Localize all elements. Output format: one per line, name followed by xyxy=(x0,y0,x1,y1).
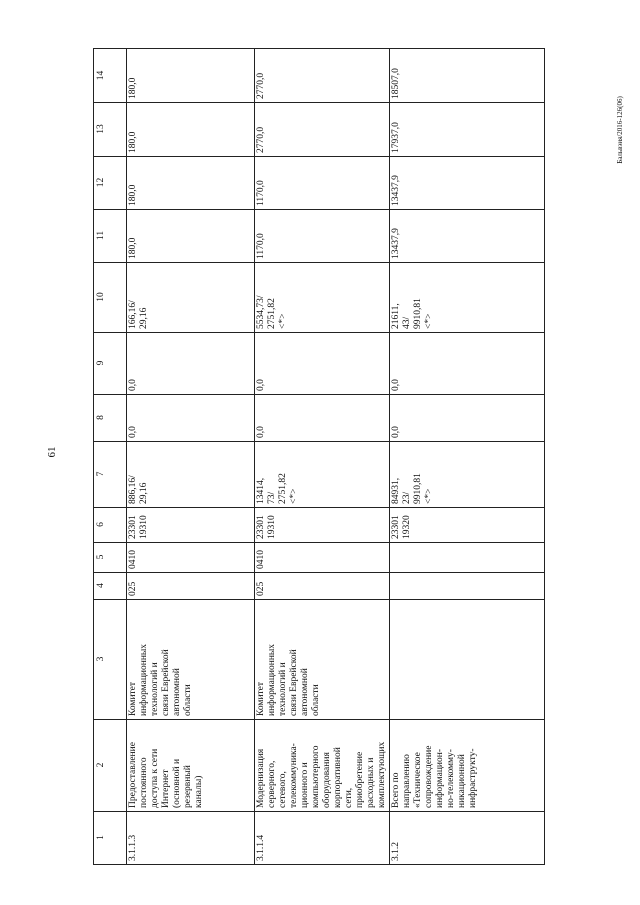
cell-text: информационных xyxy=(267,643,277,716)
row-2-col-14 xyxy=(254,49,389,102)
cell-text: 10 xyxy=(96,292,106,302)
cell-text: сопровождение xyxy=(424,745,434,808)
cell-text: 29,16 xyxy=(139,482,149,504)
cell-text: информационных xyxy=(139,643,149,716)
row-1-col-12 xyxy=(126,156,254,209)
cell-text: оборудования xyxy=(322,752,332,808)
header-cell-4 xyxy=(94,572,126,599)
row-3-col-7 xyxy=(389,441,544,507)
row-1-col-8 xyxy=(126,394,254,441)
row-1-col-14 xyxy=(126,49,254,102)
row-1-col-6 xyxy=(126,507,254,542)
header-cell-7 xyxy=(94,441,126,507)
cell-text: 21611, xyxy=(391,303,401,329)
cell-text: 886,16/ xyxy=(128,475,138,504)
cell-text: <*> xyxy=(424,313,434,329)
cell-text: компьютерного xyxy=(311,745,321,808)
cell-text: 12 xyxy=(96,177,106,188)
cell-text: 166,16/ xyxy=(128,300,138,329)
cell-text: 23/ xyxy=(402,491,412,504)
cell-text: 29,16 xyxy=(139,307,149,329)
cell-text: корпоративной xyxy=(333,747,343,808)
cell-text: 2 xyxy=(96,762,106,768)
cell-text: <*> xyxy=(278,313,288,329)
cell-text: 73/ xyxy=(267,491,277,504)
row-2-col-7 xyxy=(254,441,389,507)
cell-text: каналы) xyxy=(194,775,204,808)
cell-text: 8 xyxy=(96,415,106,420)
cell-text: 14 xyxy=(96,70,106,81)
cell-text: 2751,82 xyxy=(278,473,288,504)
cell-text: 17937,0 xyxy=(391,122,401,153)
cell-text: постоянного xyxy=(139,757,149,808)
header-cell-13 xyxy=(94,102,126,156)
cell-text: резервный xyxy=(183,765,193,808)
cell-text: 9 xyxy=(96,360,106,366)
cell-text: Комитет xyxy=(128,681,138,716)
cell-text: 13437,9 xyxy=(391,228,401,259)
cell-text: 0,0 xyxy=(256,426,266,438)
cell-text: сети, xyxy=(344,787,354,808)
cell-text: 3.1.1.3 xyxy=(128,834,138,861)
row-2-col-6 xyxy=(254,507,389,542)
cell-text: технологий и xyxy=(150,662,160,716)
cell-text: технологий и xyxy=(278,662,288,716)
row-2-col-3 xyxy=(254,599,389,719)
cell-text: доступа к сети xyxy=(150,748,160,808)
cell-text: направлению xyxy=(402,754,412,808)
header-cell-9 xyxy=(94,332,126,394)
row-3-col-1 xyxy=(389,811,544,864)
row-3-col-2 xyxy=(389,719,544,811)
cell-text: 1170,0 xyxy=(256,180,266,206)
budget-table xyxy=(93,48,545,865)
cell-text: никационной xyxy=(457,754,467,808)
header-cell-2 xyxy=(94,719,126,811)
header-cell-1 xyxy=(94,811,126,864)
row-3-col-10 xyxy=(389,262,544,332)
header-cell-3 xyxy=(94,599,126,719)
cell-text: 3.1.1.4 xyxy=(256,834,266,861)
cell-text: 23301 xyxy=(391,515,401,539)
cell-text: 0,0 xyxy=(128,379,138,391)
cell-text: 18507,0 xyxy=(391,68,401,99)
cell-text: 2751,82 xyxy=(267,298,277,329)
row-3-col-12 xyxy=(389,156,544,209)
cell-text: Предоставление xyxy=(128,742,138,808)
cell-text: приобретение xyxy=(355,751,365,808)
row-2-col-2 xyxy=(254,719,389,811)
cell-text: телекоммуника- xyxy=(289,743,299,808)
row-1-col-1 xyxy=(126,811,254,864)
row-3-col-13 xyxy=(389,102,544,156)
cell-text: 0,0 xyxy=(256,379,266,391)
cell-text: 3 xyxy=(96,656,106,662)
row-1-col-13 xyxy=(126,102,254,156)
cell-text: 5 xyxy=(96,554,106,560)
cell-text: 6 xyxy=(96,522,106,527)
row-2-col-11 xyxy=(254,209,389,262)
cell-text: инфраструкту- xyxy=(468,748,478,808)
cell-text: 1170,0 xyxy=(256,233,266,259)
header-cell-14 xyxy=(94,49,126,102)
row-2-col-10 xyxy=(254,262,389,332)
cell-text: 180,0 xyxy=(128,237,138,259)
row-1-col-5 xyxy=(126,542,254,572)
cell-text: 5534,73/ xyxy=(256,295,266,329)
cell-text: 2770,0 xyxy=(256,126,266,153)
cell-text: 0,0 xyxy=(128,426,138,438)
row-3-col-9 xyxy=(389,332,544,394)
cell-text: Интернет xyxy=(161,769,171,808)
cell-text: «Техническое xyxy=(413,752,423,808)
cell-text: 19310 xyxy=(267,515,277,539)
cell-text: 23301 xyxy=(128,515,138,539)
cell-text: 13414, xyxy=(256,477,266,504)
row-1-col-4 xyxy=(126,572,254,599)
cell-text: информацион- xyxy=(435,748,445,808)
cell-text: 23301 xyxy=(256,515,266,539)
header-cell-5 xyxy=(94,542,126,572)
row-2-col-13 xyxy=(254,102,389,156)
cell-text: связи Еврейской xyxy=(289,649,299,716)
cell-text: 9910,81 xyxy=(413,298,423,329)
cell-text: 0410 xyxy=(128,550,138,569)
row-3-col-8 xyxy=(389,394,544,441)
cell-text: области xyxy=(183,684,193,716)
cell-text: 2770,0 xyxy=(256,72,266,99)
row-2-col-9 xyxy=(254,332,389,394)
cell-text: Комитет xyxy=(256,681,266,716)
document-code: Бальвэия/2016-126(06) xyxy=(616,96,624,164)
cell-text: <*> xyxy=(289,488,299,504)
cell-text: 180,0 xyxy=(128,131,138,153)
cell-text: 0,0 xyxy=(391,426,401,438)
row-3-col-11 xyxy=(389,209,544,262)
row-1-col-3 xyxy=(126,599,254,719)
cell-text: автономной xyxy=(300,668,310,716)
cell-text: 025 xyxy=(256,581,266,596)
row-2-col-12 xyxy=(254,156,389,209)
cell-text: 19310 xyxy=(139,515,149,539)
row-2-col-4 xyxy=(254,572,389,599)
row-2-col-8 xyxy=(254,394,389,441)
cell-text: ционного и xyxy=(300,762,310,808)
row-1-col-10 xyxy=(126,262,254,332)
cell-text: 180,0 xyxy=(128,77,138,99)
header-cell-12 xyxy=(94,156,126,209)
cell-text: расходных и xyxy=(366,757,376,808)
cell-text: 19320 xyxy=(402,515,412,539)
cell-text: 1 xyxy=(96,835,106,840)
header-cell-8 xyxy=(94,394,126,441)
cell-text: 4 xyxy=(96,583,106,588)
cell-text: 180,0 xyxy=(128,184,138,206)
cell-text: но-телекомму- xyxy=(446,749,456,808)
cell-text: <*> xyxy=(424,488,434,504)
cell-text: 7 xyxy=(96,471,106,477)
row-1-col-11 xyxy=(126,209,254,262)
cell-text: 0,0 xyxy=(391,379,401,391)
cell-text: 025 xyxy=(128,581,138,596)
row-2-col-5 xyxy=(254,542,389,572)
row-1-col-2 xyxy=(126,719,254,811)
row-1-col-7 xyxy=(126,441,254,507)
cell-text: (основной и xyxy=(172,758,182,808)
cell-text: 13 xyxy=(96,124,106,134)
cell-text: 13437,9 xyxy=(391,175,401,206)
cell-text: Модернизация xyxy=(256,748,266,808)
page-number: 61 xyxy=(46,446,58,458)
cell-text: связи Еврейской xyxy=(161,649,171,716)
cell-text: 0410 xyxy=(256,550,266,569)
cell-text: 84931, xyxy=(391,477,401,504)
row-1-col-9 xyxy=(126,332,254,394)
header-cell-11 xyxy=(94,209,126,262)
cell-text: комплектующих xyxy=(377,741,387,808)
cell-text: серверного, xyxy=(267,760,277,808)
cell-text: 11 xyxy=(96,230,106,241)
row-2-col-1 xyxy=(254,811,389,864)
cell-text: автономной xyxy=(172,668,182,716)
cell-text: области xyxy=(311,684,321,716)
header-cell-10 xyxy=(94,262,126,332)
cell-text: 3.1.2 xyxy=(391,842,401,861)
cell-text: 9910,81 xyxy=(413,473,423,504)
cell-text: 43/ xyxy=(402,316,412,329)
row-3-col-6 xyxy=(389,507,544,542)
cell-text: сетевого, xyxy=(278,771,288,808)
row-3-col-14 xyxy=(389,49,544,102)
cell-text: Всего по xyxy=(391,772,401,808)
header-cell-6 xyxy=(94,507,126,542)
